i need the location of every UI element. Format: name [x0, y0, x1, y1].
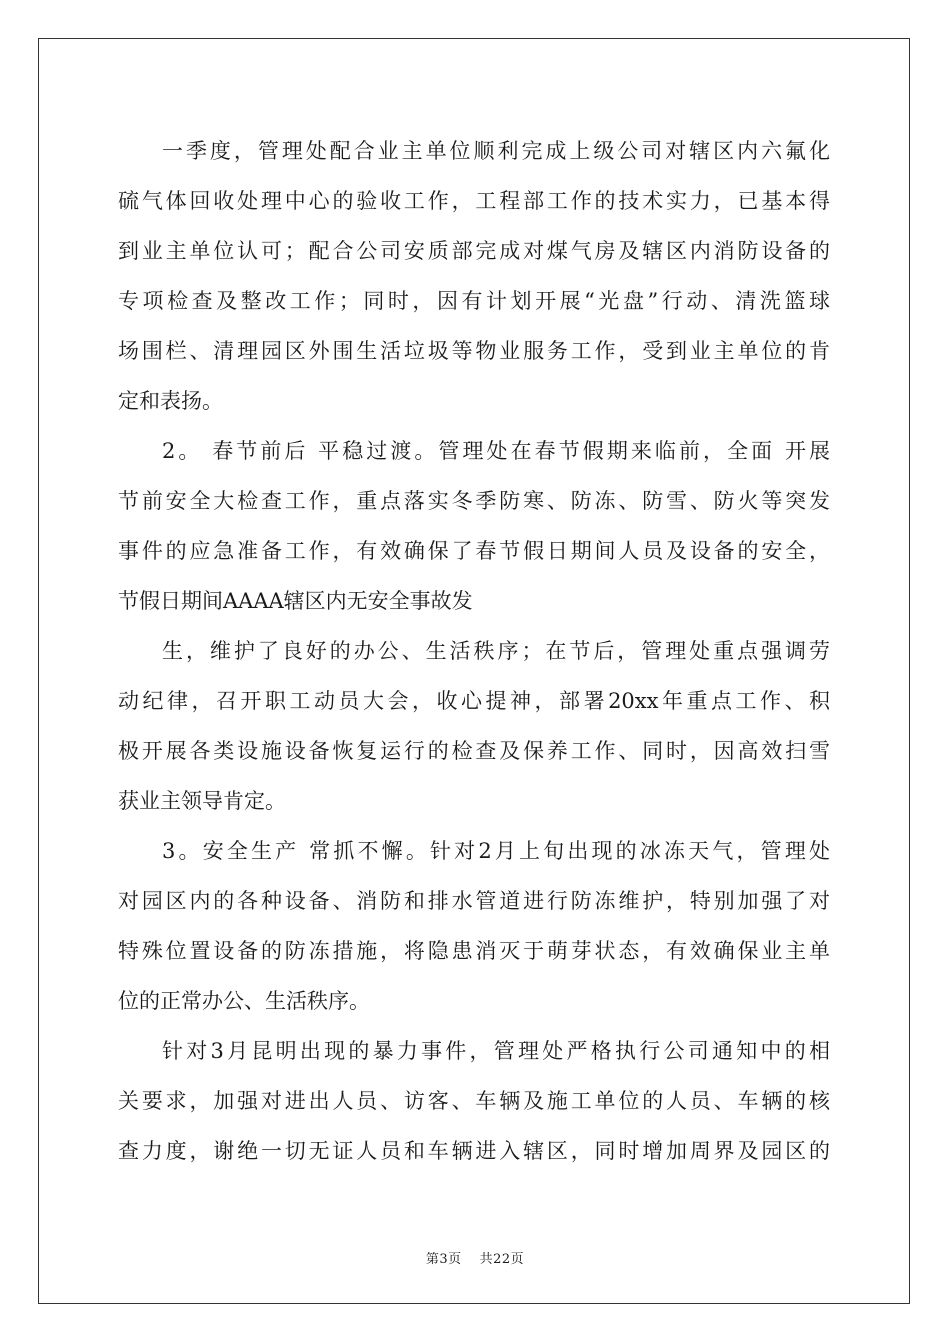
text-line: 极开展各类设施设备恢复运行的检查及保养工作、同时，因高效扫雪 — [118, 739, 830, 763]
text-line: 节前安全大检查工作，重点落实冬季防寒、防冻、防雪、防火等突发 — [118, 489, 830, 513]
text-line: 位的正常办公、生活秩序。 — [118, 989, 370, 1013]
page-footer — [0, 1248, 950, 1267]
text-line: 关要求，加强对进出人员、访客、车辆及施工单位的人员、车辆的核 — [118, 1089, 830, 1113]
text-line: 3。安全生产 常抓不懈。针对2月上旬出现的冰冻天气，管理处 — [162, 839, 830, 863]
paragraph-4 — [118, 826, 830, 1026]
paragraph-1 — [118, 126, 830, 426]
text-line: 特殊位置设备的防冻措施，将隐患消灭于萌芽状态，有效确保业主单 — [118, 939, 830, 963]
paragraph-3 — [118, 626, 830, 826]
page-number-total: 共22页 — [479, 1252, 525, 1267]
text-line: 到业主单位认可；配合公司安质部完成对煤气房及辖区内消防设备的 — [118, 239, 830, 263]
text-line: 定和表扬。 — [118, 389, 223, 413]
text-line: 对园区内的各种设备、消防和排水管道进行防冻维护，特别加强了对 — [118, 889, 830, 913]
text-line: 生，维护了良好的办公、生活秩序；在节后，管理处重点强调劳 — [162, 639, 830, 663]
paragraph-2 — [118, 426, 830, 626]
text-line: 查力度，谢绝一切无证人员和车辆进入辖区，同时增加周界及园区的 — [118, 1139, 830, 1163]
text-line: 事件的应急准备工作，有效确保了春节假日期间人员及设备的安全， — [118, 539, 830, 563]
page-number-current: 第3页 — [425, 1252, 462, 1267]
text-line: 场围栏、清理园区外围生活垃圾等物业服务工作，受到业主单位的肯 — [118, 339, 830, 363]
text-line: 2。 春节前后 平稳过渡。管理处在春节假期来临前，全面 开展 — [162, 439, 830, 463]
paragraph-5 — [118, 1026, 830, 1176]
text-line: 一季度，管理处配合业主单位顺利完成上级公司对辖区内六氟化 — [162, 139, 830, 163]
text-line: 硫气体回收处理中心的验收工作，工程部工作的技术实力，已基本得 — [118, 189, 830, 213]
document-body — [118, 126, 830, 1176]
text-line: 针对3月昆明出现的暴力事件，管理处严格执行公司通知中的相 — [162, 1039, 830, 1063]
text-line: 获业主领导肯定。 — [118, 789, 286, 813]
text-line: 节假日期间AAAA辖区内无安全事故发 — [118, 589, 473, 613]
text-line: 动纪律，召开职工动员大会，收心提神，部署20xx年重点工作、积 — [118, 689, 830, 713]
text-line: 专项检查及整改工作；同时，因有计划开展“光盘”行动、清洗篮球 — [118, 289, 830, 313]
